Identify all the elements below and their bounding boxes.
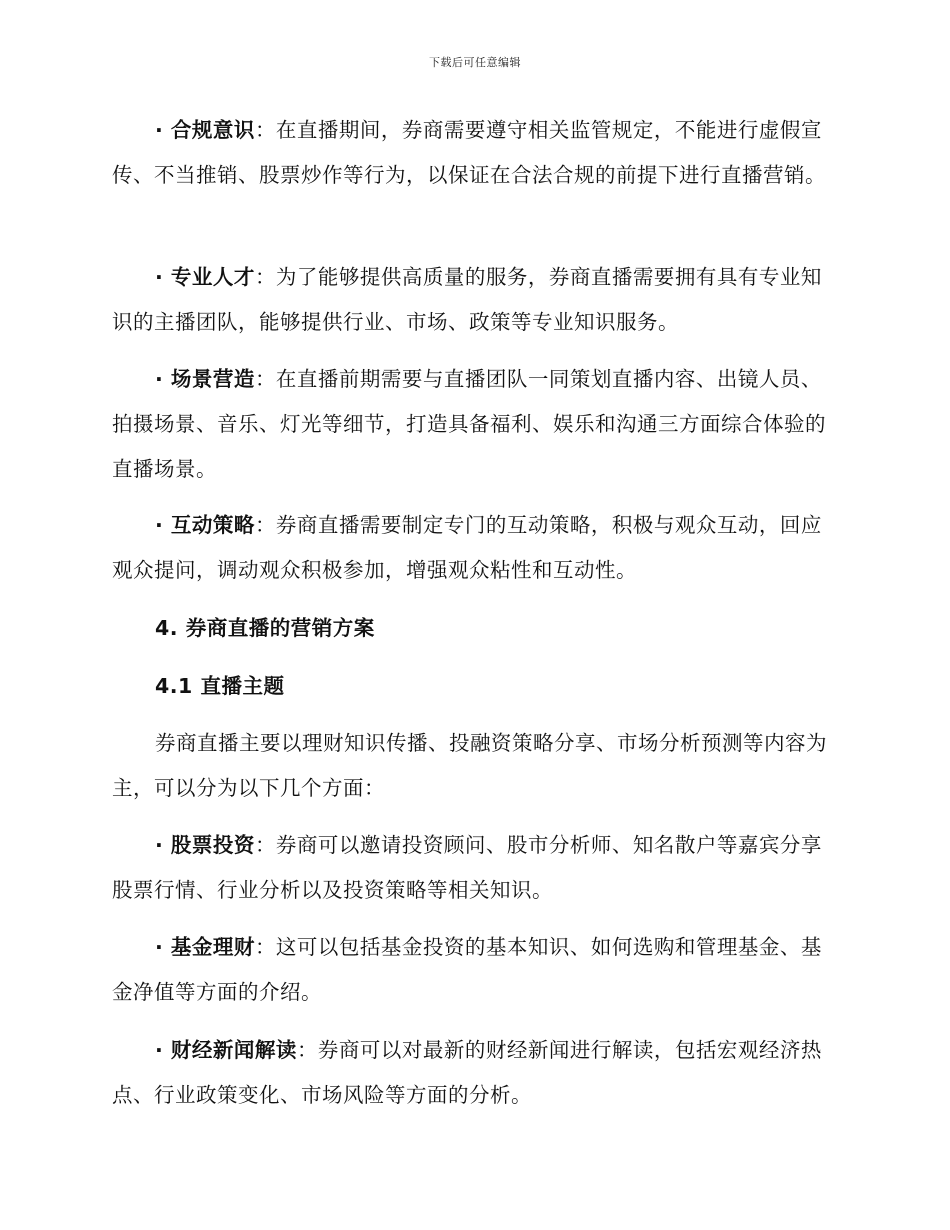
subsection-heading: 4.1 直播主题 xyxy=(155,674,285,698)
paragraph-text: ：券商直播需要制定专门的互动策略，积极与观众互动，回应观众提问，调动观众积极参加，增强观众粘性和互动性。 xyxy=(112,513,822,582)
term-label: · 基金理财 xyxy=(155,935,255,959)
paragraph-stock xyxy=(112,823,836,913)
paragraph-talent xyxy=(112,255,836,345)
paragraph-text: ：为了能够提供高质量的服务，券商直播需要拥有具有专业知识的主播团队，能够提供行业、市场、政策等专业知识服务。 xyxy=(112,265,822,334)
paragraph-compliance xyxy=(112,108,836,198)
term-label: · 财经新闻解读 xyxy=(155,1038,297,1062)
paragraph-news xyxy=(112,1028,836,1118)
intro-paragraph: 券商直播主要以理财知识传播、投融资策略分享、市场分析预测等内容为主，可以分为以下几个方面： xyxy=(112,731,827,800)
term-label: · 股票投资 xyxy=(155,833,255,857)
paragraph-fund xyxy=(112,925,836,1015)
paragraph-scene xyxy=(112,357,836,492)
term-label: · 场景营造 xyxy=(155,367,255,391)
paragraph-text: ：在直播期间，券商需要遵守相关监管规定，不能进行虚假宣传、不当推销、股票炒作等行为，以保证在合法合规的前提下进行直播营销。 xyxy=(112,118,826,187)
paragraph-text: ：券商可以对最新的财经新闻进行解读，包括宏观经济热点、行业政策变化、市场风险等方面的分析。 xyxy=(112,1038,822,1107)
term-label: · 互动策略 xyxy=(155,513,255,537)
term-label: · 专业人才 xyxy=(155,265,255,289)
paragraph-interaction xyxy=(112,503,836,593)
page-header: 下载后可任意编辑 xyxy=(429,56,521,69)
paragraph-text: ：券商可以邀请投资顾问、股市分析师、知名散户等嘉宾分享股票行情、行业分析以及投资策略等相关知识。 xyxy=(112,833,822,902)
paragraph-text: ：这可以包括基金投资的基本知识、如何选购和管理基金、基金净值等方面的介绍。 xyxy=(112,935,822,1004)
term-label: · 合规意识 xyxy=(155,118,255,142)
section-heading: 4. 券商直播的营销方案 xyxy=(155,616,375,640)
paragraph-text: ：在直播前期需要与直播团队一同策划直播内容、出镜人员、拍摄场景、音乐、灯光等细节，打造具备福利、娱乐和沟通三方面综合体验的直播场景。 xyxy=(112,367,826,481)
